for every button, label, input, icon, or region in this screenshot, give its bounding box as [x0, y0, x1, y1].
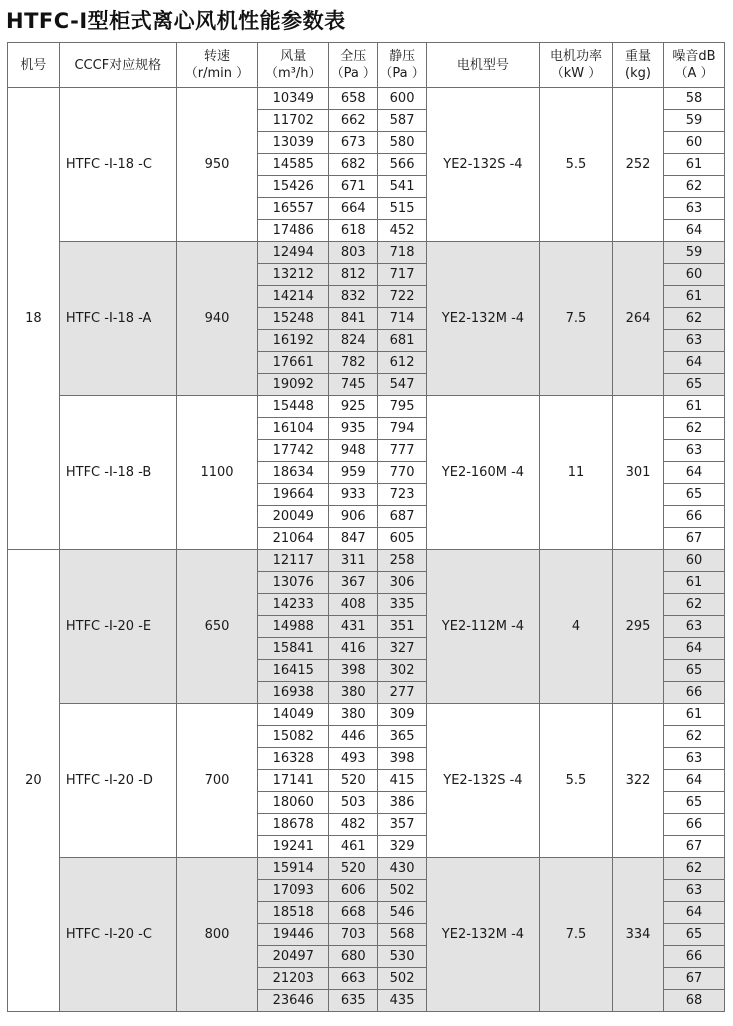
power-cell: 5.5 — [539, 704, 612, 858]
static-pressure-cell: 302 — [378, 660, 427, 682]
static-pressure-cell: 777 — [378, 440, 427, 462]
airflow-cell: 17141 — [258, 770, 329, 792]
airflow-cell: 19092 — [258, 374, 329, 396]
noise-cell: 65 — [663, 484, 724, 506]
total-pressure-cell: 824 — [329, 330, 378, 352]
airflow-cell: 20049 — [258, 506, 329, 528]
noise-cell: 60 — [663, 132, 724, 154]
static-pressure-cell: 681 — [378, 330, 427, 352]
total-pressure-cell: 812 — [329, 264, 378, 286]
machine-no-cell: 18 — [8, 88, 60, 550]
motor-cell: YE2-132S -4 — [426, 88, 539, 242]
static-pressure-cell: 587 — [378, 110, 427, 132]
weight-cell: 334 — [613, 858, 664, 1012]
power-cell: 11 — [539, 396, 612, 550]
airflow-cell: 18518 — [258, 902, 329, 924]
noise-cell: 66 — [663, 682, 724, 704]
noise-cell: 64 — [663, 902, 724, 924]
motor-cell: YE2-160M -4 — [426, 396, 539, 550]
static-pressure-cell: 723 — [378, 484, 427, 506]
power-cell: 4 — [539, 550, 612, 704]
airflow-cell: 15426 — [258, 176, 329, 198]
airflow-cell: 14988 — [258, 616, 329, 638]
header-airflow-label: 风量 — [280, 49, 307, 64]
header-total-pressure — [329, 43, 378, 88]
noise-cell: 67 — [663, 528, 724, 550]
weight-cell: 301 — [613, 396, 664, 550]
noise-cell: 63 — [663, 880, 724, 902]
airflow-cell: 15248 — [258, 308, 329, 330]
header-weight-label: 重量 — [624, 49, 651, 64]
total-pressure-cell: 935 — [329, 418, 378, 440]
static-pressure-cell: 277 — [378, 682, 427, 704]
noise-cell: 61 — [663, 286, 724, 308]
noise-cell: 59 — [663, 242, 724, 264]
total-pressure-cell: 745 — [329, 374, 378, 396]
static-pressure-cell: 357 — [378, 814, 427, 836]
total-pressure-cell: 663 — [329, 968, 378, 990]
total-pressure-cell: 380 — [329, 682, 378, 704]
total-pressure-cell: 380 — [329, 704, 378, 726]
noise-cell: 58 — [663, 88, 724, 110]
header-noise-label: 噪音dB — [672, 49, 716, 64]
header-static-pressure-unit: （Pa ） — [379, 66, 425, 81]
static-pressure-cell: 435 — [378, 990, 427, 1012]
noise-cell: 64 — [663, 352, 724, 374]
total-pressure-cell: 664 — [329, 198, 378, 220]
total-pressure-cell: 832 — [329, 286, 378, 308]
airflow-cell: 16104 — [258, 418, 329, 440]
static-pressure-cell: 502 — [378, 880, 427, 902]
noise-cell: 66 — [663, 946, 724, 968]
motor-cell: YE2-132M -4 — [426, 858, 539, 1012]
total-pressure-cell: 493 — [329, 748, 378, 770]
speed-cell: 700 — [176, 704, 257, 858]
header-noise-unit: （A ） — [674, 66, 714, 81]
airflow-cell: 17486 — [258, 220, 329, 242]
static-pressure-cell: 605 — [378, 528, 427, 550]
total-pressure-cell: 618 — [329, 220, 378, 242]
model-cell: HTFC -Ⅰ-20 -E — [59, 550, 176, 704]
noise-cell: 62 — [663, 418, 724, 440]
noise-cell: 65 — [663, 374, 724, 396]
airflow-cell: 23646 — [258, 990, 329, 1012]
static-pressure-cell: 415 — [378, 770, 427, 792]
airflow-cell: 16557 — [258, 198, 329, 220]
total-pressure-cell: 431 — [329, 616, 378, 638]
airflow-cell: 18678 — [258, 814, 329, 836]
power-cell: 5.5 — [539, 88, 612, 242]
static-pressure-cell: 430 — [378, 858, 427, 880]
airflow-cell: 14585 — [258, 154, 329, 176]
noise-cell: 61 — [663, 396, 724, 418]
page-title: HTFC-I型柜式离心风机性能参数表 — [6, 9, 346, 33]
static-pressure-cell: 546 — [378, 902, 427, 924]
total-pressure-cell: 680 — [329, 946, 378, 968]
table-row — [8, 396, 725, 418]
airflow-cell: 16415 — [258, 660, 329, 682]
noise-cell: 68 — [663, 990, 724, 1012]
total-pressure-cell: 520 — [329, 858, 378, 880]
airflow-cell: 14049 — [258, 704, 329, 726]
total-pressure-cell: 841 — [329, 308, 378, 330]
noise-cell: 66 — [663, 506, 724, 528]
header-speed — [176, 43, 257, 88]
noise-cell: 65 — [663, 924, 724, 946]
static-pressure-cell: 687 — [378, 506, 427, 528]
noise-cell: 63 — [663, 330, 724, 352]
airflow-cell: 17661 — [258, 352, 329, 374]
total-pressure-cell: 606 — [329, 880, 378, 902]
noise-cell: 63 — [663, 198, 724, 220]
performance-table — [7, 42, 725, 1012]
total-pressure-cell: 782 — [329, 352, 378, 374]
noise-cell: 62 — [663, 176, 724, 198]
airflow-cell: 10349 — [258, 88, 329, 110]
airflow-cell: 12494 — [258, 242, 329, 264]
noise-cell: 61 — [663, 572, 724, 594]
noise-cell: 63 — [663, 748, 724, 770]
weight-cell: 322 — [613, 704, 664, 858]
total-pressure-cell: 671 — [329, 176, 378, 198]
noise-cell: 61 — [663, 704, 724, 726]
static-pressure-cell: 714 — [378, 308, 427, 330]
header-weight-unit: (kg) — [625, 66, 651, 81]
power-cell: 7.5 — [539, 858, 612, 1012]
weight-cell: 264 — [613, 242, 664, 396]
airflow-cell: 18060 — [258, 792, 329, 814]
speed-cell: 650 — [176, 550, 257, 704]
static-pressure-cell: 327 — [378, 638, 427, 660]
airflow-cell: 16192 — [258, 330, 329, 352]
speed-cell: 1100 — [176, 396, 257, 550]
header-static-pressure-label: 静压 — [389, 49, 416, 64]
static-pressure-cell: 329 — [378, 836, 427, 858]
noise-cell: 62 — [663, 726, 724, 748]
static-pressure-cell: 502 — [378, 968, 427, 990]
total-pressure-cell: 658 — [329, 88, 378, 110]
airflow-cell: 21064 — [258, 528, 329, 550]
airflow-cell: 14214 — [258, 286, 329, 308]
power-cell: 7.5 — [539, 242, 612, 396]
total-pressure-cell: 668 — [329, 902, 378, 924]
total-pressure-cell: 682 — [329, 154, 378, 176]
total-pressure-cell: 662 — [329, 110, 378, 132]
airflow-cell: 14233 — [258, 594, 329, 616]
header-static-pressure — [378, 43, 427, 88]
airflow-cell: 16328 — [258, 748, 329, 770]
total-pressure-cell: 906 — [329, 506, 378, 528]
total-pressure-cell: 416 — [329, 638, 378, 660]
static-pressure-cell: 335 — [378, 594, 427, 616]
header-total-pressure-label: 全压 — [340, 49, 367, 64]
airflow-cell: 19241 — [258, 836, 329, 858]
noise-cell: 67 — [663, 836, 724, 858]
airflow-cell: 16938 — [258, 682, 329, 704]
airflow-cell: 11702 — [258, 110, 329, 132]
static-pressure-cell: 309 — [378, 704, 427, 726]
noise-cell: 63 — [663, 616, 724, 638]
total-pressure-cell: 482 — [329, 814, 378, 836]
static-pressure-cell: 515 — [378, 198, 427, 220]
static-pressure-cell: 398 — [378, 748, 427, 770]
airflow-cell: 13212 — [258, 264, 329, 286]
header-power-unit: （kW ） — [550, 66, 602, 81]
static-pressure-cell: 258 — [378, 550, 427, 572]
table-row — [8, 88, 725, 110]
noise-cell: 65 — [663, 660, 724, 682]
total-pressure-cell: 398 — [329, 660, 378, 682]
total-pressure-cell: 959 — [329, 462, 378, 484]
airflow-cell: 13076 — [258, 572, 329, 594]
static-pressure-cell: 566 — [378, 154, 427, 176]
table-row — [8, 242, 725, 264]
total-pressure-cell: 948 — [329, 440, 378, 462]
static-pressure-cell: 541 — [378, 176, 427, 198]
speed-cell: 950 — [176, 88, 257, 242]
static-pressure-cell: 306 — [378, 572, 427, 594]
noise-cell: 64 — [663, 638, 724, 660]
total-pressure-cell: 703 — [329, 924, 378, 946]
airflow-cell: 15914 — [258, 858, 329, 880]
header-weight — [613, 43, 664, 88]
total-pressure-cell: 461 — [329, 836, 378, 858]
header-noise — [663, 43, 724, 88]
static-pressure-cell: 580 — [378, 132, 427, 154]
noise-cell: 64 — [663, 220, 724, 242]
static-pressure-cell: 794 — [378, 418, 427, 440]
static-pressure-cell: 568 — [378, 924, 427, 946]
header-power-label: 电机功率 — [549, 49, 602, 64]
airflow-cell: 20497 — [258, 946, 329, 968]
weight-cell: 295 — [613, 550, 664, 704]
noise-cell: 62 — [663, 858, 724, 880]
noise-cell: 67 — [663, 968, 724, 990]
machine-no-cell: 20 — [8, 550, 60, 1012]
total-pressure-cell: 635 — [329, 990, 378, 1012]
static-pressure-cell: 351 — [378, 616, 427, 638]
table-row — [8, 704, 725, 726]
motor-cell: YE2-112M -4 — [426, 550, 539, 704]
model-cell: HTFC -Ⅰ-20 -D — [59, 704, 176, 858]
model-cell: HTFC -Ⅰ-18 -C — [59, 88, 176, 242]
total-pressure-cell: 503 — [329, 792, 378, 814]
static-pressure-cell: 600 — [378, 88, 427, 110]
total-pressure-cell: 933 — [329, 484, 378, 506]
header-power — [539, 43, 612, 88]
airflow-cell: 13039 — [258, 132, 329, 154]
model-cell: HTFC -Ⅰ-20 -C — [59, 858, 176, 1012]
header-speed-unit: （r/min ） — [184, 66, 250, 81]
header-airflow — [258, 43, 329, 88]
motor-cell: YE2-132M -4 — [426, 242, 539, 396]
noise-cell: 66 — [663, 814, 724, 836]
static-pressure-cell: 547 — [378, 374, 427, 396]
header-machine-no: 机号 — [8, 43, 60, 88]
airflow-cell: 17093 — [258, 880, 329, 902]
airflow-cell: 15082 — [258, 726, 329, 748]
header-model: CCCF对应规格 — [59, 43, 176, 88]
airflow-cell: 18634 — [258, 462, 329, 484]
header-motor: 电机型号 — [426, 43, 539, 88]
static-pressure-cell: 365 — [378, 726, 427, 748]
total-pressure-cell: 408 — [329, 594, 378, 616]
total-pressure-cell: 520 — [329, 770, 378, 792]
total-pressure-cell: 673 — [329, 132, 378, 154]
header-airflow-unit: （m³/h） — [265, 66, 322, 81]
static-pressure-cell: 718 — [378, 242, 427, 264]
static-pressure-cell: 530 — [378, 946, 427, 968]
noise-cell: 63 — [663, 440, 724, 462]
weight-cell: 252 — [613, 88, 664, 242]
airflow-cell: 17742 — [258, 440, 329, 462]
motor-cell: YE2-132S -4 — [426, 704, 539, 858]
model-cell: HTFC -Ⅰ-18 -B — [59, 396, 176, 550]
static-pressure-cell: 717 — [378, 264, 427, 286]
table-row — [8, 550, 725, 572]
noise-cell: 65 — [663, 792, 724, 814]
total-pressure-cell: 925 — [329, 396, 378, 418]
total-pressure-cell: 803 — [329, 242, 378, 264]
static-pressure-cell: 770 — [378, 462, 427, 484]
airflow-cell: 15841 — [258, 638, 329, 660]
total-pressure-cell: 847 — [329, 528, 378, 550]
total-pressure-cell: 367 — [329, 572, 378, 594]
table-row — [8, 858, 725, 880]
speed-cell: 800 — [176, 858, 257, 1012]
static-pressure-cell: 386 — [378, 792, 427, 814]
table-body — [8, 88, 725, 1012]
noise-cell: 60 — [663, 264, 724, 286]
static-pressure-cell: 452 — [378, 220, 427, 242]
noise-cell: 62 — [663, 594, 724, 616]
static-pressure-cell: 612 — [378, 352, 427, 374]
header-row — [8, 43, 725, 88]
total-pressure-cell: 311 — [329, 550, 378, 572]
airflow-cell: 19446 — [258, 924, 329, 946]
static-pressure-cell: 795 — [378, 396, 427, 418]
noise-cell: 64 — [663, 462, 724, 484]
noise-cell: 64 — [663, 770, 724, 792]
noise-cell: 61 — [663, 154, 724, 176]
airflow-cell: 12117 — [258, 550, 329, 572]
header-speed-label: 转速 — [203, 49, 230, 64]
noise-cell: 62 — [663, 308, 724, 330]
noise-cell: 60 — [663, 550, 724, 572]
noise-cell: 59 — [663, 110, 724, 132]
total-pressure-cell: 446 — [329, 726, 378, 748]
model-cell: HTFC -Ⅰ-18 -A — [59, 242, 176, 396]
speed-cell: 940 — [176, 242, 257, 396]
airflow-cell: 15448 — [258, 396, 329, 418]
airflow-cell: 19664 — [258, 484, 329, 506]
header-total-pressure-unit: （Pa ） — [330, 66, 376, 81]
static-pressure-cell: 722 — [378, 286, 427, 308]
airflow-cell: 21203 — [258, 968, 329, 990]
